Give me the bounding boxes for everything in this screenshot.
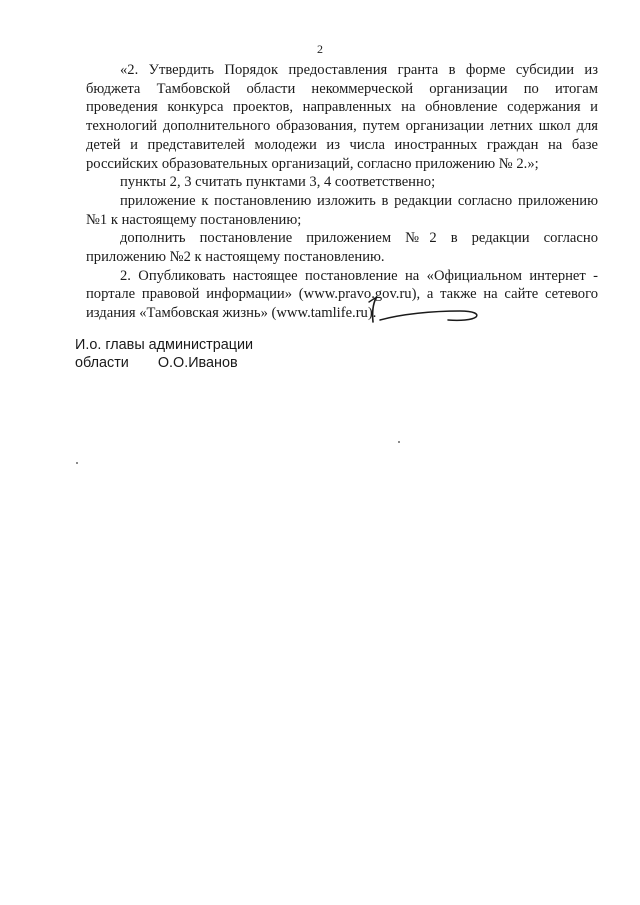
- paragraph-appendix-2: дополнить постановление приложением №2 в редакции согласно приложению №2 к настоящему постановлению.: [86, 230, 598, 266]
- paragraph-grant-procedure: «2. Утвердить Порядок предоставления гранта в форме субсидии из бюджета Тамбовской области некоммерческой организации по итогам проведения конкурса проектов, направленных на обновление содержания и технологий дополнительного образования, путем организации летних школ для детей и представителей молодежи из числа иностранных граждан на базе российских образовательных организаций, согласно приложению № 2.»;: [86, 62, 598, 172]
- signatory-region: области: [75, 355, 129, 371]
- scan-speck: [398, 441, 400, 443]
- paragraph-renumber-items: пункты 2, 3 считать пунктами 3, 4 соответственно;: [120, 174, 436, 191]
- scan-speck: [76, 462, 78, 464]
- paragraph-publication: 2. Опубликовать настоящее постановление на «Официальном интернет - портале правовой информации» (www.pravo.gov.ru), а также на сайте сетевого издания «Тамбовская жизнь» (www.tamlife.ru).: [86, 267, 598, 322]
- paragraph-appendix-1: приложение к постановлению изложить в редакции согласно приложению №1 к настоящему постановлению;: [86, 192, 598, 228]
- handwritten-signature: [352, 294, 482, 328]
- signatory-name: О.О.Иванов: [157, 355, 238, 371]
- signatory-position: И.о. главы администрации: [75, 337, 254, 353]
- page-number: 2: [317, 42, 323, 56]
- signature-block: [75, 336, 253, 372]
- document-body: [86, 61, 598, 323]
- signatory-position-line2: [75, 354, 253, 372]
